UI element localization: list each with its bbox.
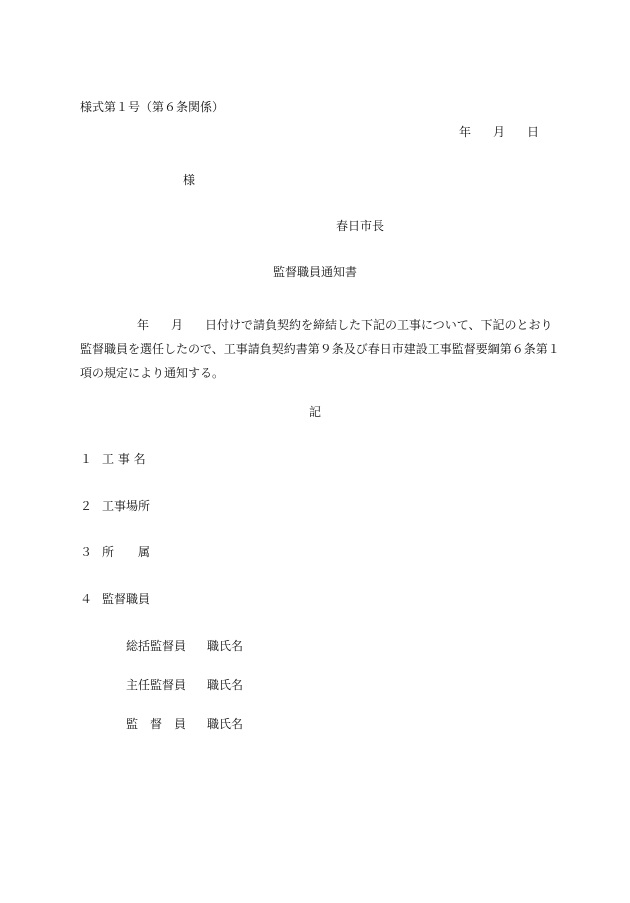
supervisor-field: 職氏名 <box>207 639 244 653</box>
supervisor-staff <box>126 718 243 730</box>
item-label: 監督職員 <box>102 592 151 606</box>
item-construction-name <box>80 453 146 465</box>
body-year: 年 <box>137 318 150 332</box>
item-label: 所 属 <box>102 545 151 559</box>
item-construction-location <box>80 500 150 512</box>
item-label: 工 事 名 <box>102 452 146 466</box>
supervisor-field: 職氏名 <box>207 717 244 731</box>
date-year: 年 <box>458 125 471 139</box>
date-line <box>459 126 539 138</box>
document-title: 監督職員通知書 <box>272 265 357 279</box>
body-line-3: 項の規定により通知する。 <box>80 366 225 380</box>
item-number: ３ <box>80 545 93 559</box>
item-supervisors <box>80 593 150 605</box>
item-label: 工事場所 <box>102 499 151 513</box>
item-affiliation <box>80 546 150 558</box>
item-number: １ <box>80 452 93 466</box>
supervisor-role: 主任監督員 <box>126 678 187 692</box>
supervisor-field: 職氏名 <box>207 678 244 692</box>
item-number: ４ <box>80 592 93 606</box>
supervisor-general <box>126 640 243 652</box>
date-day: 日 <box>526 125 539 139</box>
body-month: 月 <box>171 318 184 332</box>
ki-heading: 記 <box>308 405 321 419</box>
body-line-2: 監督職員を選任したので、工事請負契約書第９条及び春日市建設工事監督要綱第６条第１ <box>80 342 560 356</box>
body-line-1 <box>80 313 553 337</box>
date-month: 月 <box>492 125 505 139</box>
item-number: ２ <box>80 499 93 513</box>
issuer: 春日市長 <box>336 219 385 233</box>
recipient-suffix: 様 <box>183 173 196 187</box>
supervisor-role: 総括監督員 <box>126 639 187 653</box>
body-text <box>80 313 560 385</box>
supervisor-role: 監 督 員 <box>126 717 187 731</box>
supervisor-chief <box>126 679 243 691</box>
body-line-1-rest: 日付けで請負契約を締結した下記の工事について、下記のとおり <box>205 318 553 332</box>
form-number: 様式第１号（第６条関係） <box>80 100 225 114</box>
